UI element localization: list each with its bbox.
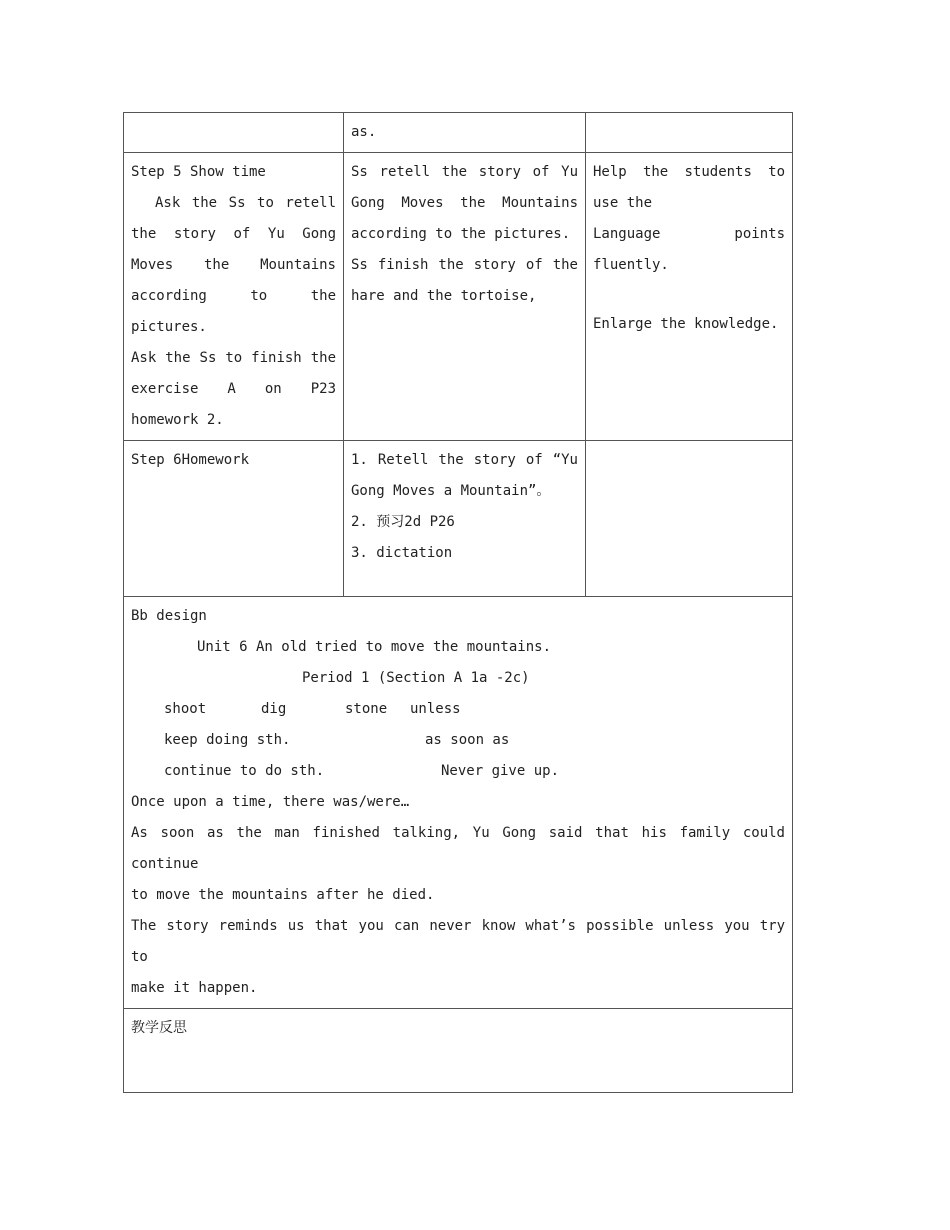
table-row [124, 113, 793, 153]
reflection-label: 教学反思 [131, 1020, 187, 1036]
step5-heading: Step 5 Show time [131, 164, 266, 180]
table-row-reflection [124, 1009, 793, 1093]
bb-phrase-row: continue to do sth. Never give up. [164, 763, 560, 779]
step6-heading: Step 6Homework [131, 452, 250, 468]
lesson-plan-table [123, 112, 793, 1093]
step5-student-activity: Ss retell the story of Yu Gong Moves the Mountains according to the pictures. Ss finish the story of the hare and the tortoise, [344, 153, 586, 441]
step5-teacher-activity: Step 5 Show time Ask the Ss to retell the story of Yu Gong Moves the Mountains according to the pictures. Ask the Ss to finish the exercise A on P23 homework 2. [124, 153, 344, 441]
bb-sentence: As soon as the man finished talking, Yu Gong said that his family could continue [131, 825, 794, 872]
cell-empty [586, 441, 793, 597]
bb-label: Bb design [131, 608, 207, 624]
bb-period: Period 1 (Section A 1a -2c) [302, 670, 530, 686]
table-row-step5 [124, 153, 793, 441]
bb-vocab-row: shoot dig stone unless [164, 701, 461, 717]
bb-phrase-row: keep doing sth. as soon as [164, 732, 510, 748]
bb-sentence: Once upon a time, there was/were… [131, 794, 410, 810]
cell-continued-text: as. [344, 113, 586, 153]
cell-empty [586, 113, 793, 153]
bb-title: Unit 6 An old tried to move the mountains. [197, 639, 552, 655]
table-row-step6 [124, 441, 793, 597]
table-row-bb-design [124, 597, 793, 1009]
cell-empty [124, 113, 344, 153]
step5-purpose: Help the students to use the Language points fluently. Enlarge the knowledge. [586, 153, 793, 441]
blackboard-design: Bb design Unit 6 An old tried to move the mountains. Period 1 (Section A 1a -2c) shoot dig stone unless keep doing sth. as soon as continue to do sth. Never give up. Once upon a time, there was/were… As soon as the man finished talking, Yu Gong said that his family could continue to move the mountains after he died. The story reminds us that you can never know what’s possible unless you try to make it happen. [124, 597, 793, 1009]
step6-homework-list: 1. Retell the story of “Yu Gong Moves a Mountain”。 2. 预习2d P26 3. dictation [344, 441, 586, 597]
bb-sentence: The story reminds us that you can never know what’s possible unless you try to [131, 918, 794, 965]
step6-heading-cell [124, 441, 344, 597]
teaching-reflection [124, 1009, 793, 1093]
